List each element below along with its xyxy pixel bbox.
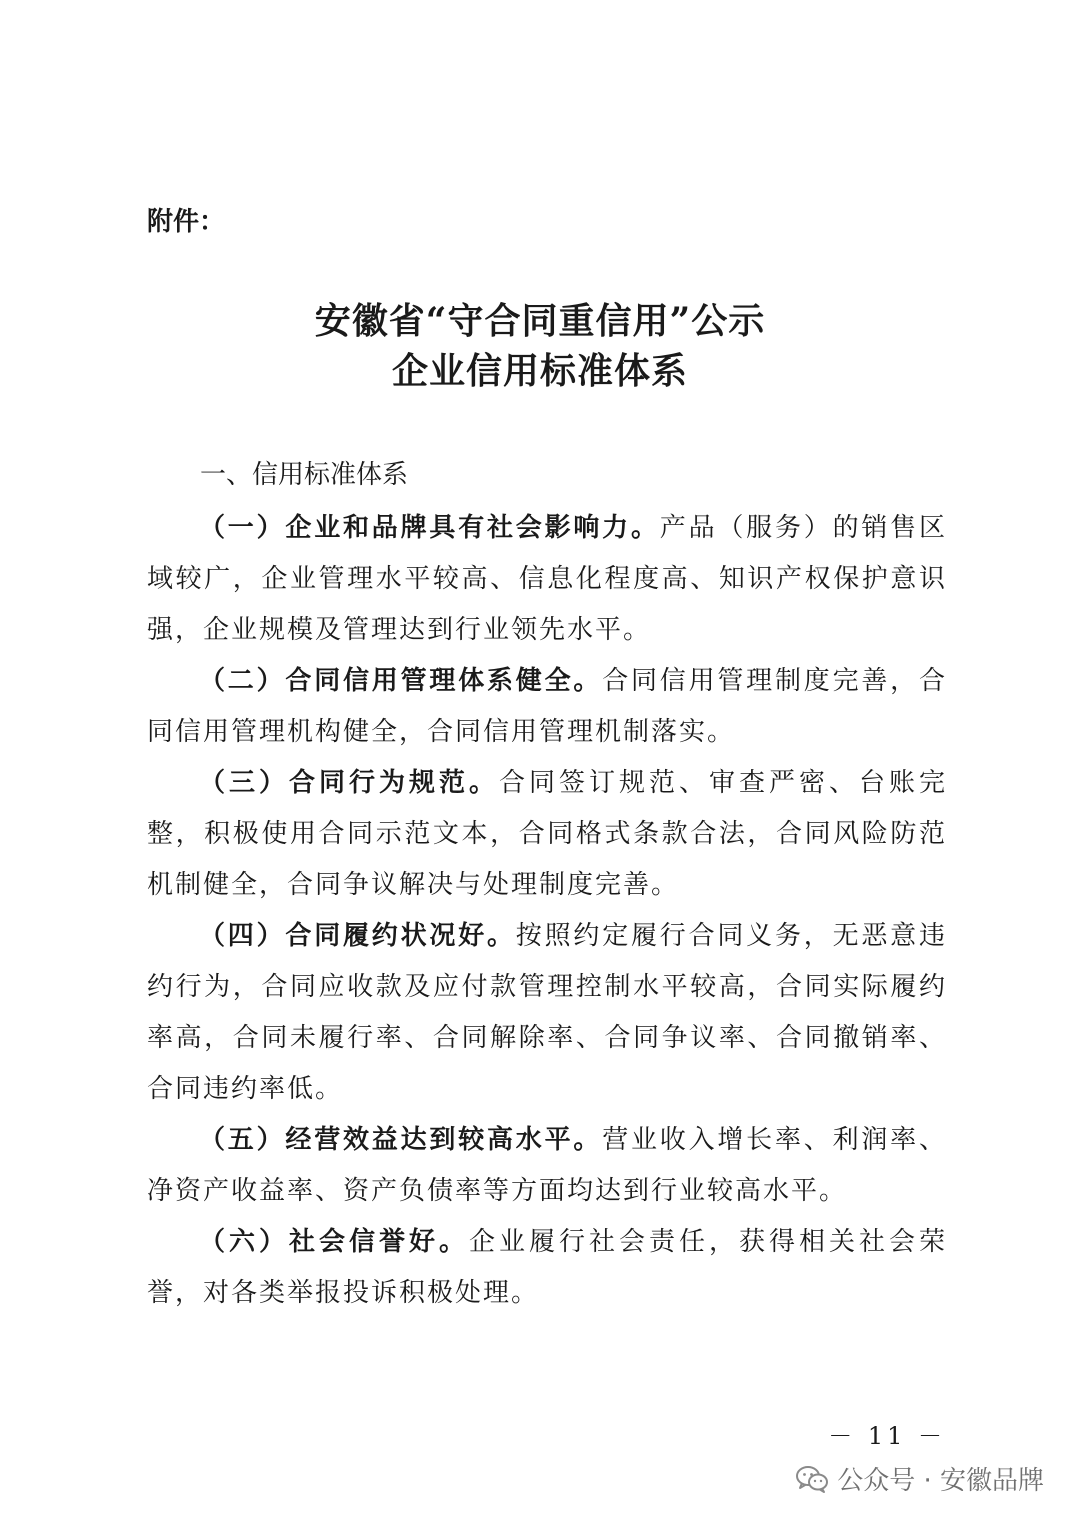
section-heading: 一、信用标准体系 bbox=[200, 460, 409, 490]
paragraph-1 bbox=[147, 503, 947, 656]
paragraph-lead: （三）合同行为规范。 bbox=[199, 768, 499, 798]
document-title bbox=[0, 296, 1080, 396]
paragraph-text: 营业收入增长率、利润率、净资产收益率、资产负债率等方面均达到行业较高水平。 bbox=[147, 1125, 947, 1206]
document-body bbox=[147, 503, 947, 1319]
paragraph-text: 产品（服务）的销售区域较广，企业管理水平较高、信息化程度高、知识产权保护意识强，企业规模及管理达到行业领先水平。 bbox=[147, 513, 947, 645]
paragraph-6 bbox=[147, 1217, 947, 1319]
paragraph-lead: （五）经营效益达到较高水平。 bbox=[199, 1125, 603, 1155]
paragraph-3 bbox=[147, 758, 947, 911]
paragraph-lead: （一）企业和品牌具有社会影响力。 bbox=[199, 513, 660, 543]
watermark-text: 公众号 · 安徽品牌 bbox=[837, 1466, 1044, 1496]
paragraph-text: 合同信用管理制度完善，合同信用管理机构健全，合同信用管理机制落实。 bbox=[147, 666, 947, 747]
paragraph-lead: （六）社会信誉好。 bbox=[199, 1227, 469, 1257]
paragraph-lead: （二）合同信用管理体系健全。 bbox=[199, 666, 603, 696]
title-line-2: 企业信用标准体系 bbox=[391, 350, 688, 392]
page-number: － 11 － bbox=[828, 1422, 946, 1450]
paragraph-text: 合同签订规范、审查严密、台账完整，积极使用合同示范文本，合同格式条款合法，合同风险防范机制健全，合同争议解决与处理制度完善。 bbox=[147, 768, 947, 900]
paragraph-2 bbox=[147, 656, 947, 758]
wechat-watermark bbox=[795, 1460, 1044, 1497]
wechat-icon bbox=[795, 1464, 829, 1494]
paragraph-text: 企业履行社会责任，获得相关社会荣誉，对各类举报投诉积极处理。 bbox=[147, 1227, 947, 1308]
paragraph-5 bbox=[147, 1115, 947, 1217]
paragraph-lead: （四）合同履约状况好。 bbox=[199, 921, 516, 951]
paragraph-4 bbox=[147, 911, 947, 1115]
title-line-1: 安徽省“守合同重信用”公示 bbox=[314, 300, 766, 342]
attachment-label: 附件： bbox=[147, 207, 226, 237]
paragraph-text: 按照约定履行合同义务，无恶意违约行为，合同应收款及应付款管理控制水平较高，合同实际履约率高，合同未履行率、合同解除率、合同争议率、合同撤销率、合同违约率低。 bbox=[147, 921, 947, 1104]
